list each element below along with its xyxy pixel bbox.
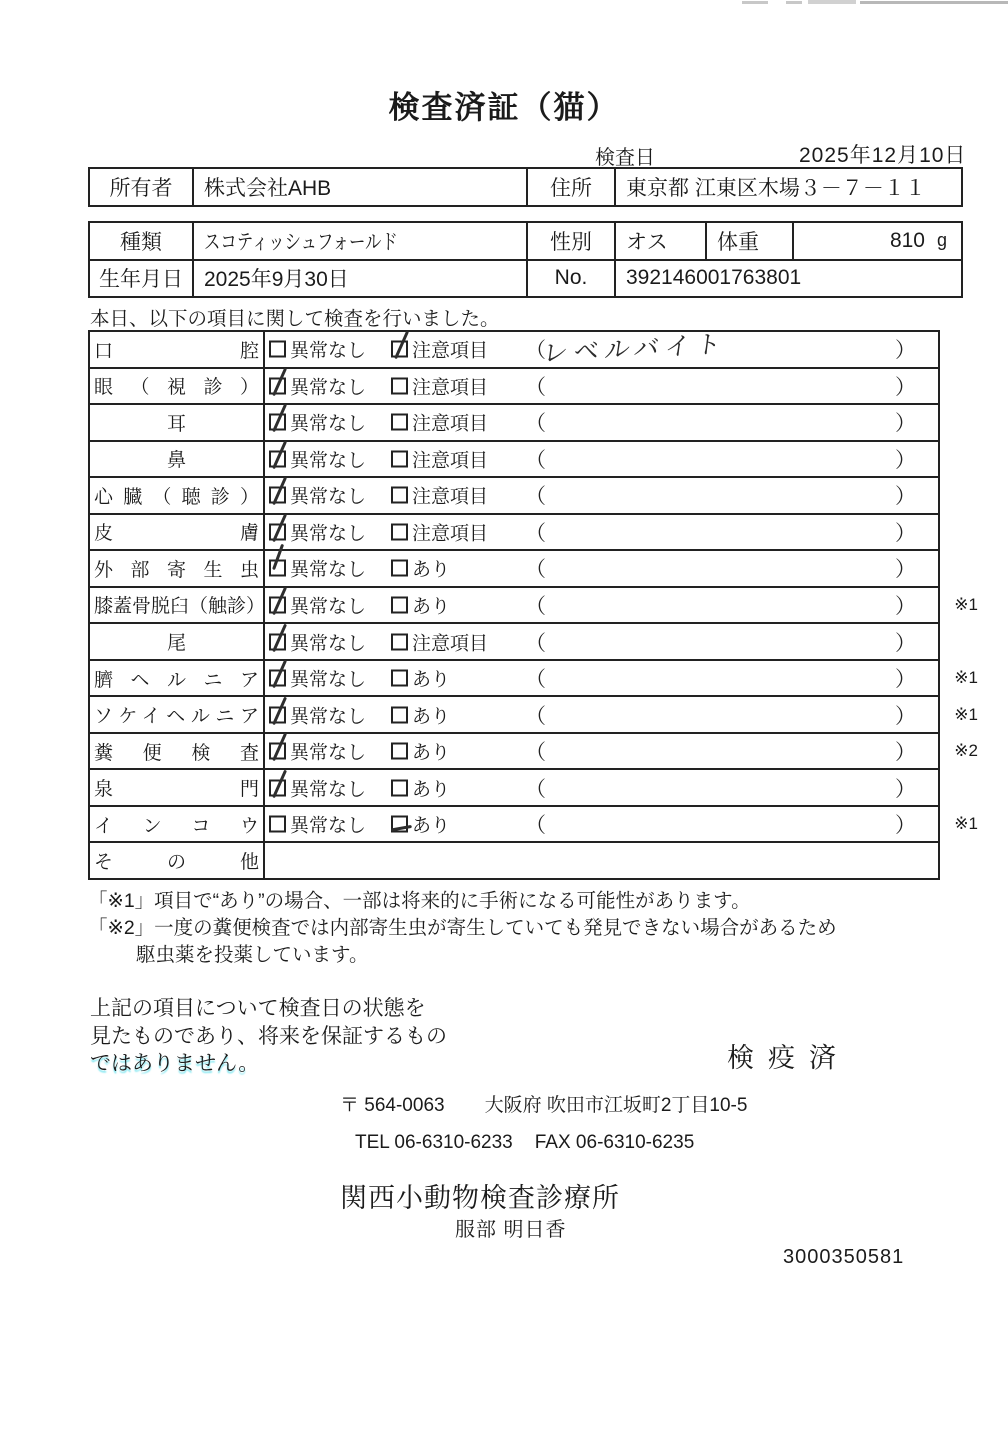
checklist-row bbox=[90, 403, 938, 440]
item-label: ソケイヘルニア bbox=[94, 706, 259, 728]
item-label: 皮膚 bbox=[94, 523, 259, 545]
fax: FAX 06-6310-6235 bbox=[534, 1132, 695, 1153]
checkbox-normal bbox=[269, 377, 286, 394]
paren-open: （ bbox=[525, 339, 546, 363]
item-label: 眼（視診） bbox=[94, 377, 259, 399]
address-text: 大阪府 吹田市江坂町2丁目10-5 bbox=[484, 1095, 748, 1116]
checkbox-normal bbox=[269, 633, 286, 650]
weight-label: 体重 bbox=[705, 223, 792, 259]
paren-open: （ bbox=[525, 704, 546, 728]
checkbox-normal bbox=[269, 779, 286, 796]
checkbox-attention bbox=[391, 743, 408, 760]
paren-close: ） bbox=[895, 558, 916, 582]
item-label: 泉門 bbox=[94, 779, 259, 801]
checkbox-attention bbox=[391, 706, 408, 723]
paren-open: （ bbox=[525, 668, 546, 692]
clinic-address bbox=[340, 1090, 747, 1117]
paren-close: ） bbox=[895, 814, 916, 838]
option-label-normal: 異常なし bbox=[290, 559, 367, 581]
sex-value: オス bbox=[614, 223, 705, 259]
paren-close: ） bbox=[895, 448, 916, 472]
checkbox-attention bbox=[391, 816, 408, 833]
checkbox-attention bbox=[391, 523, 408, 540]
checkbox-attention bbox=[391, 487, 408, 504]
scan-artifact bbox=[860, 1, 1008, 4]
checkbox-attention bbox=[391, 377, 408, 394]
option-label-attention: 注意項目 bbox=[412, 633, 489, 655]
footnote-mark: ※1 bbox=[954, 594, 978, 614]
checkbox-normal bbox=[269, 670, 286, 687]
animal-table bbox=[88, 221, 963, 298]
checkbox-normal bbox=[269, 341, 286, 358]
footnote-2: 「※2」一度の糞便検査では内部寄生虫が寄生していても発見できない場合があるため bbox=[88, 917, 837, 939]
option-label-normal: 異常なし bbox=[290, 523, 367, 545]
option-label-attention: 注意項目 bbox=[412, 377, 489, 399]
option-label-attention: 注意項目 bbox=[412, 450, 489, 472]
option-label-attention: あり bbox=[412, 706, 451, 728]
checklist-row bbox=[90, 659, 978, 696]
item-label: インコウ bbox=[94, 815, 259, 837]
no-value: 392146001763801 bbox=[614, 261, 961, 297]
handwritten-check bbox=[272, 623, 286, 651]
option-label-normal: 異常なし bbox=[290, 742, 367, 764]
item-label: 膝蓋骨脱臼（触診） bbox=[94, 596, 266, 618]
checkbox-normal bbox=[269, 487, 286, 504]
checkbox-attention bbox=[391, 779, 408, 796]
footnote-1: 「※1」項目で“あり”の場合、一部は将来的に手術になる可能性があります。 bbox=[88, 890, 751, 912]
checkbox-attention bbox=[391, 670, 408, 687]
item-label: 臍ヘルニア bbox=[94, 669, 259, 691]
footnote-mark: ※1 bbox=[954, 668, 978, 688]
paren-close: ） bbox=[895, 668, 916, 692]
owner-table bbox=[88, 167, 963, 207]
checklist-table bbox=[88, 329, 978, 880]
paren-close: ） bbox=[895, 521, 916, 545]
option-label-attention: あり bbox=[412, 669, 451, 691]
option-label-attention: あり bbox=[412, 742, 451, 764]
paren-open: （ bbox=[525, 594, 546, 618]
checkbox-attention bbox=[391, 414, 408, 431]
paren-open: （ bbox=[525, 485, 546, 509]
page-title: 検査済証（猫） bbox=[388, 90, 620, 125]
owner-value: 株式会社AHB bbox=[192, 169, 526, 205]
checklist-row bbox=[90, 513, 938, 550]
item-label: 口腔 bbox=[94, 340, 259, 362]
serial-number: 3000350581 bbox=[783, 1246, 905, 1268]
checklist-intro: 本日、以下の項目に関して検査を行いました。 bbox=[90, 308, 500, 330]
paren-close: ） bbox=[895, 741, 916, 765]
handwritten-check bbox=[272, 660, 286, 688]
option-label-normal: 異常なし bbox=[290, 633, 367, 655]
option-label-attention: あり bbox=[412, 559, 451, 581]
paren-open: （ bbox=[525, 412, 546, 436]
checkbox-normal bbox=[269, 523, 286, 540]
no-label: No. bbox=[526, 261, 614, 297]
checkbox-normal bbox=[269, 560, 286, 577]
scan-artifact bbox=[808, 0, 856, 4]
handwritten-check bbox=[272, 440, 286, 468]
handwritten-check bbox=[394, 331, 408, 359]
paren-open: （ bbox=[525, 814, 546, 838]
footnote-mark: ※1 bbox=[954, 704, 978, 724]
tel: TEL 06-6310-6233 bbox=[355, 1132, 513, 1153]
paren-open: （ bbox=[525, 741, 546, 765]
option-label-attention: 注意項目 bbox=[412, 340, 489, 362]
checkbox-attention bbox=[391, 633, 408, 650]
weight-unit: g bbox=[936, 230, 947, 251]
checkbox-normal bbox=[269, 596, 286, 613]
option-label-normal: 異常なし bbox=[290, 450, 367, 472]
handwritten-check bbox=[272, 477, 286, 505]
handwritten-check bbox=[272, 733, 286, 761]
option-label-attention: 注意項目 bbox=[412, 413, 489, 435]
option-label-normal: 異常なし bbox=[290, 815, 367, 837]
scan-artifact bbox=[786, 1, 802, 4]
checkbox-normal bbox=[269, 450, 286, 467]
option-label-normal: 異常なし bbox=[290, 340, 367, 362]
option-label-normal: 異常なし bbox=[290, 413, 367, 435]
address-label: 住所 bbox=[526, 169, 614, 205]
checkbox-attention bbox=[391, 596, 408, 613]
handwritten-check bbox=[272, 404, 286, 432]
weight-value: 810 g bbox=[792, 223, 961, 259]
checklist-row bbox=[90, 805, 978, 842]
checklist-row bbox=[90, 549, 938, 586]
paren-open: （ bbox=[525, 448, 546, 472]
checklist-row bbox=[90, 732, 978, 769]
checkbox-normal bbox=[269, 414, 286, 431]
paren-close: ） bbox=[895, 485, 916, 509]
checkbox-attention bbox=[391, 450, 408, 467]
option-label-attention: あり bbox=[412, 596, 451, 618]
item-label: 耳 bbox=[166, 413, 186, 435]
handwritten-check bbox=[272, 367, 286, 395]
sex-label: 性別 bbox=[526, 223, 614, 259]
birth-label: 生年月日 bbox=[99, 268, 183, 292]
paren-close: ） bbox=[895, 594, 916, 618]
veterinarian-name: 服部 明日香 bbox=[455, 1219, 567, 1241]
breed-label: 種類 bbox=[120, 230, 162, 254]
item-label: 尾 bbox=[166, 633, 186, 655]
option-label-attention: あり bbox=[412, 779, 451, 801]
checklist-row bbox=[90, 329, 938, 368]
option-label-attention: 注意項目 bbox=[412, 523, 489, 545]
footnotes bbox=[88, 888, 837, 969]
statement: 上記の項目について検査日の状態を 見たものであり、将来を保証するもの ではありません。 bbox=[90, 997, 447, 1075]
handwritten-check bbox=[272, 587, 286, 615]
checklist-row bbox=[90, 476, 938, 513]
paren-open: （ bbox=[525, 521, 546, 545]
option-label-normal: 異常なし bbox=[290, 706, 367, 728]
inspection-date-label: 検査日 bbox=[595, 147, 655, 169]
birth-value: 2025年9月30日 bbox=[192, 261, 526, 297]
checklist-row bbox=[90, 367, 938, 404]
handwritten-note: レベルバイト bbox=[541, 329, 729, 368]
option-label-normal: 異常なし bbox=[290, 596, 367, 618]
option-label-normal: 異常なし bbox=[290, 669, 367, 691]
handwritten-check bbox=[272, 514, 286, 542]
address-value: 東京都 江東区木場３－７－１１ bbox=[614, 169, 961, 205]
paren-close: ） bbox=[895, 704, 916, 728]
breed-value: スコティッシュフォールド bbox=[192, 223, 526, 259]
handwritten-check bbox=[272, 696, 286, 724]
checkbox-attention bbox=[391, 341, 408, 358]
inspection-date-value: 2025年12月10日 bbox=[799, 144, 967, 167]
paren-close: ） bbox=[895, 412, 916, 436]
item-label: 鼻 bbox=[166, 450, 186, 472]
item-label: 心臓（聴診） bbox=[94, 486, 259, 508]
paren-open: （ bbox=[525, 631, 546, 655]
option-label-normal: 異常なし bbox=[290, 377, 367, 399]
item-label: その他 bbox=[94, 852, 259, 874]
footnote-2-cont: 駆虫薬を投薬しています。 bbox=[136, 944, 369, 966]
checkbox-normal bbox=[269, 706, 286, 723]
paren-close: ） bbox=[895, 339, 916, 363]
item-label: 糞便検査 bbox=[94, 742, 259, 764]
option-label-normal: 異常なし bbox=[290, 779, 367, 801]
option-label-normal: 異常なし bbox=[290, 486, 367, 508]
clinic-name: 関西小動物検査診療所 bbox=[340, 1183, 620, 1213]
paren-open: （ bbox=[525, 558, 546, 582]
scan-artifact bbox=[742, 1, 768, 4]
option-label-attention: 注意項目 bbox=[412, 486, 489, 508]
checkbox-normal bbox=[269, 816, 286, 833]
checkbox-attention bbox=[391, 560, 408, 577]
option-label-attention: あり bbox=[412, 815, 451, 837]
paren-close: ） bbox=[895, 777, 916, 801]
quarantine-stamp: 検疫済 bbox=[727, 1043, 850, 1073]
checklist-row bbox=[90, 768, 938, 805]
checklist-row bbox=[90, 841, 938, 878]
handwritten-check bbox=[391, 825, 412, 831]
paren-open: （ bbox=[525, 375, 546, 399]
checklist-row bbox=[90, 695, 978, 732]
checklist-row bbox=[90, 440, 938, 477]
paren-close: ） bbox=[895, 631, 916, 655]
paren-close: ） bbox=[895, 375, 916, 399]
footnote-mark: ※1 bbox=[954, 814, 978, 834]
checklist-row bbox=[90, 622, 938, 659]
paren-open: （ bbox=[525, 777, 546, 801]
owner-label: 所有者 bbox=[109, 177, 173, 200]
handwritten-check bbox=[272, 769, 286, 797]
clinic-telfax bbox=[355, 1132, 694, 1154]
checklist-row bbox=[90, 586, 978, 623]
checkbox-normal bbox=[269, 743, 286, 760]
postal-code: 〒 564-0063 bbox=[340, 1095, 445, 1116]
footnote-mark: ※2 bbox=[954, 741, 978, 761]
item-label: 外部寄生虫 bbox=[94, 559, 259, 581]
